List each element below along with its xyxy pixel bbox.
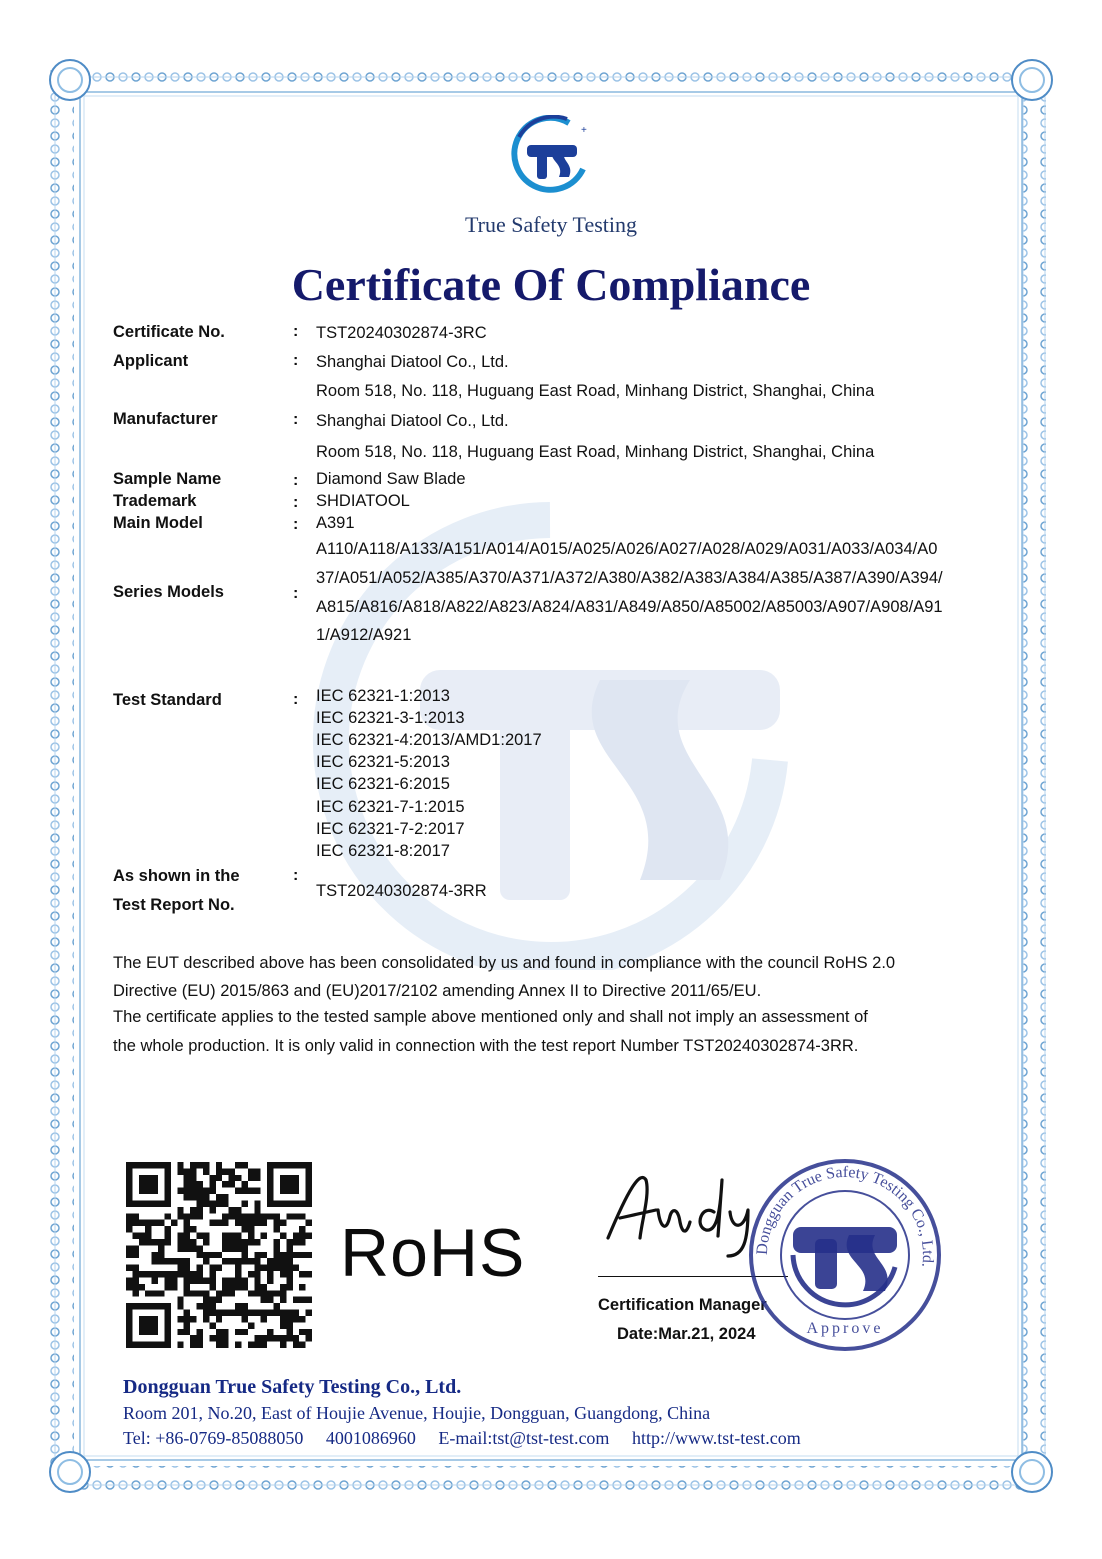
sample-name-value: Diamond Saw Blade — [316, 470, 466, 488]
test-standard-line: IEC 62321-8:2017 — [316, 842, 450, 860]
trademark-value: SHDIATOOL — [316, 492, 410, 510]
signer-role: Certification Manager — [598, 1296, 767, 1314]
test-report-label: As shown in the — [113, 867, 240, 885]
test-report-value: TST20240302874-3RR — [316, 882, 487, 900]
brand-name: True Safety Testing — [464, 212, 637, 237]
footer-contact — [123, 1428, 819, 1449]
test-standard-line: IEC 62321-7-2:2017 — [316, 820, 465, 838]
svg-text:Dongguan True Safety Testing C: Dongguan True Safety Testing Co., Ltd. — [753, 1163, 937, 1269]
statement-line: Directive (EU) 2015/863 and (EU)2017/2102 amending Annex II to Directive 2011/65/EU. — [113, 982, 762, 1000]
qr-code-icon[interactable] — [126, 1162, 312, 1348]
colon: : — [293, 691, 299, 708]
footer-address: Room 201, No.20, East of Houjie Avenue, Houjie, Dongguan, Guangdong, China — [123, 1403, 711, 1423]
applicant-address: Room 518, No. 118, Huguang East Road, Minhang District, Shanghai, China — [316, 382, 875, 400]
certificate-title: Certificate Of Compliance — [291, 259, 811, 310]
series-models-label: Series Models — [113, 583, 224, 601]
test-standard-line: IEC 62321-3-1:2013 — [316, 709, 465, 727]
svg-text:Approve: Approve — [806, 1320, 884, 1337]
test-standard-line: IEC 62321-1:2013 — [316, 687, 450, 705]
series-models-line: A815/A816/A818/A822/A823/A824/A831/A849/A850/A85002/A85003/A907/A908/A91 — [316, 598, 943, 616]
colon: : — [293, 472, 299, 489]
series-models-line: 37/A051/A052/A385/A370/A371/A372/A380/A382/A383/A384/A385/A387/A390/A394/ — [316, 569, 943, 587]
manufacturer-address: Room 518, No. 118, Huguang East Road, Minhang District, Shanghai, China — [316, 443, 875, 461]
test-standard-line: IEC 62321-5:2013 — [316, 753, 450, 771]
footer-phone: 4001086960 — [325, 1428, 416, 1448]
certificate-no-label: Certificate No. — [113, 323, 225, 341]
series-models-line: A110/A118/A133/A151/A014/A015/A025/A026/A027/A028/A029/A031/A033/A034/A0 — [316, 540, 938, 558]
test-report-label: Test Report No. — [113, 896, 235, 914]
colon: : — [293, 516, 299, 533]
trademark-label: Trademark — [113, 492, 197, 510]
footer-tel: Tel: +86-0769-85088050 — [123, 1428, 304, 1448]
colon: : — [293, 585, 299, 602]
main-model-value: A391 — [316, 514, 355, 532]
test-standard-line: IEC 62321-4:2013/AMD1:2017 — [316, 731, 542, 749]
colon: : — [293, 867, 299, 884]
test-standard-label: Test Standard — [113, 691, 222, 709]
applicant-label: Applicant — [113, 352, 189, 370]
test-standard-line: IEC 62321-6:2015 — [316, 775, 450, 793]
sample-name-label: Sample Name — [113, 470, 222, 488]
svg-text:+: + — [581, 125, 587, 136]
tst-logo-icon — [509, 115, 591, 197]
applicant-name: Shanghai Diatool Co., Ltd. — [316, 353, 509, 371]
rohs-mark: RoHS — [340, 1215, 526, 1291]
company-seal — [745, 1157, 945, 1353]
manufacturer-label: Manufacturer — [113, 410, 218, 428]
colon: : — [293, 352, 299, 369]
colon: : — [293, 494, 299, 511]
footer-website[interactable]: http://www.tst-test.com — [631, 1428, 801, 1448]
colon: : — [293, 323, 299, 340]
footer-company: Dongguan True Safety Testing Co., Ltd. — [123, 1376, 462, 1398]
manufacturer-name: Shanghai Diatool Co., Ltd. — [316, 412, 509, 430]
certificate-date: Date:Mar.21, 2024 — [617, 1325, 756, 1343]
footer-email[interactable]: E-mail:tst@tst-test.com — [438, 1428, 610, 1448]
certificate-no-value: TST20240302874-3RC — [316, 324, 487, 342]
test-standard-line: IEC 62321-7-1:2015 — [316, 798, 465, 816]
statement-line: The EUT described above has been consolidated by us and found in compliance with the council RoHS 2.0 — [113, 954, 896, 972]
main-model-label: Main Model — [113, 514, 203, 532]
colon: : — [293, 411, 299, 428]
statement-line: The certificate applies to the tested sample above mentioned only and shall not imply an assessment of — [113, 1008, 868, 1026]
series-models-line: 1/A912/A921 — [316, 626, 412, 644]
statement-line: the whole production. It is only valid in connection with the test report Number TST20240302874-3RR. — [113, 1037, 859, 1055]
